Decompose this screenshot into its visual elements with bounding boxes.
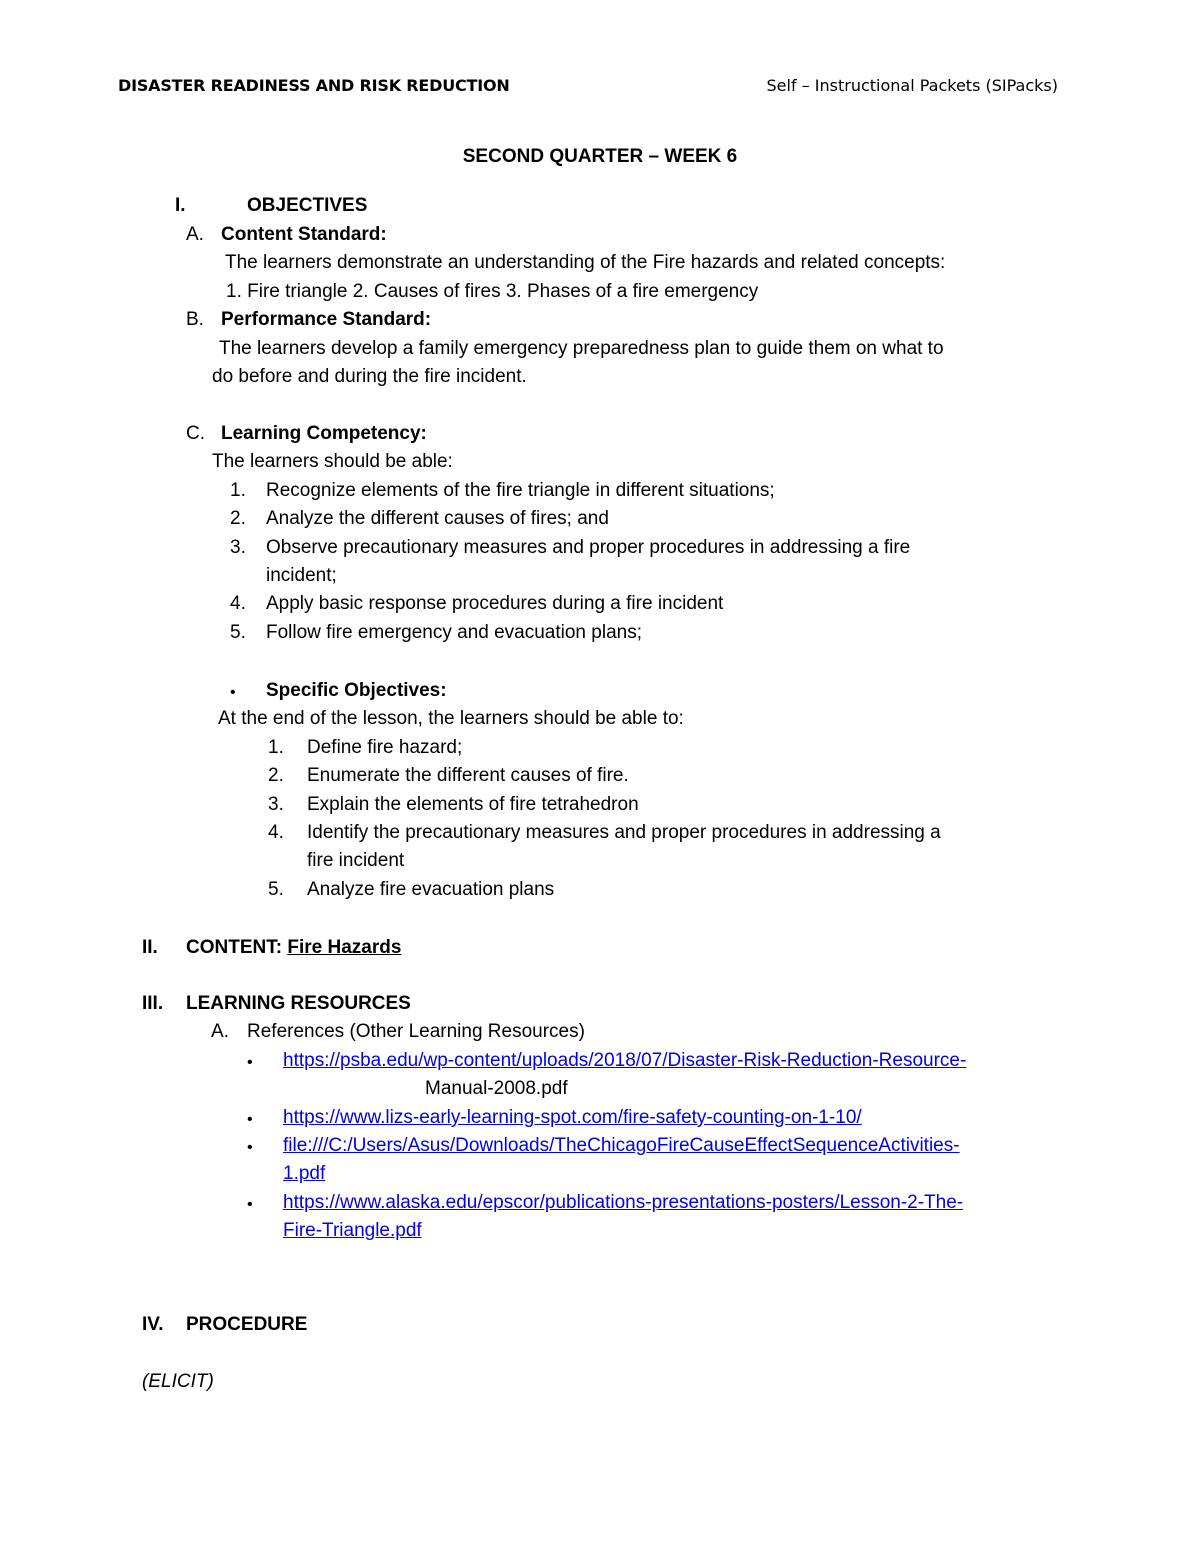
bullet-icon: • — [247, 1196, 253, 1213]
learning-competency-label: Learning Competency: — [221, 423, 427, 444]
competency-item-text: Apply basic response procedures during a fire incident — [266, 593, 724, 614]
reference-link[interactable]: https://www.lizs-early-learning-spot.com/fire-safety-counting-on-1-10/ — [283, 1107, 862, 1128]
competency-item-text: Observe precautionary measures and proper procedures in addressing a fire — [266, 537, 911, 558]
reference-link-continued: Manual-2008.pdf — [425, 1078, 568, 1099]
section-ii-number: II. — [142, 937, 158, 958]
objective-item-number: 4. — [268, 822, 284, 843]
objective-item-number: 5. — [268, 879, 284, 900]
competency-item-number: 5. — [230, 622, 246, 643]
learning-competency-letter: C. — [186, 423, 205, 444]
objective-item-number: 2. — [268, 765, 284, 786]
section-ii-label — [186, 937, 401, 959]
reference-link-continued[interactable]: Fire-Triangle.pdf — [283, 1220, 422, 1241]
content-standard-text-2: 1. Fire triangle 2. Causes of fires 3. Phases of a fire emergency — [226, 281, 759, 302]
reference-link[interactable]: file:///C:/Users/Asus/Downloads/TheChicagoFireCauseEffectSequenceActivities- — [283, 1135, 960, 1156]
performance-standard-label: Performance Standard: — [221, 309, 432, 330]
reference-link[interactable]: https://psba.edu/wp-content/uploads/2018/07/Disaster-Risk-Reduction-Resource- — [283, 1050, 967, 1071]
document-header-subtitle: Self – Instructional Packets (SIPacks) — [766, 76, 1058, 95]
bullet-icon: • — [247, 1139, 253, 1156]
section-iv-number: IV. — [142, 1314, 164, 1335]
content-label: CONTENT: — [186, 937, 283, 958]
objective-item-text: Identify the precautionary measures and proper procedures in addressing a — [307, 822, 941, 843]
competency-item-number: 1. — [230, 480, 246, 501]
performance-standard-text-2: do before and during the fire incident. — [212, 366, 527, 387]
section-iii-label: LEARNING RESOURCES — [186, 993, 411, 1014]
document-header-title: DISASTER READINESS AND RISK REDUCTION — [118, 76, 510, 95]
section-iv-label: PROCEDURE — [186, 1314, 308, 1335]
competency-item-number: 2. — [230, 508, 246, 529]
page-title: SECOND QUARTER – WEEK 6 — [462, 146, 738, 167]
references-label: References (Other Learning Resources) — [247, 1021, 585, 1042]
section-i-label: OBJECTIVES — [247, 195, 368, 216]
objective-item-text: Explain the elements of fire tetrahedron — [307, 794, 639, 815]
objective-item-text: Enumerate the different causes of fire. — [307, 765, 629, 786]
objective-item-number: 1. — [268, 737, 284, 758]
bullet-icon: • — [247, 1054, 253, 1071]
performance-standard-text-1: The learners develop a family emergency preparedness plan to guide them on what to — [219, 338, 944, 359]
competency-item-text: Analyze the different causes of fires; and — [266, 508, 609, 529]
objective-item-number: 3. — [268, 794, 284, 815]
specific-objectives-intro: At the end of the lesson, the learners should be able to: — [218, 708, 684, 729]
section-iii-number: III. — [142, 993, 164, 1014]
competency-item-text: Follow fire emergency and evacuation plans; — [266, 622, 642, 643]
reference-link-continued[interactable]: 1.pdf — [283, 1163, 326, 1184]
competency-item-number: 3. — [230, 537, 246, 558]
learning-competency-intro: The learners should be able: — [212, 451, 453, 472]
bullet-icon: • — [247, 1111, 253, 1128]
objective-item-text: Define fire hazard; — [307, 737, 463, 758]
competency-item-number: 4. — [230, 593, 246, 614]
section-i-number: I. — [175, 195, 186, 216]
bullet-icon: • — [230, 684, 236, 701]
objective-item-text-continued: fire incident — [307, 850, 405, 871]
competency-item-text: Recognize elements of the fire triangle in different situations; — [266, 480, 775, 501]
objective-item-text: Analyze fire evacuation plans — [307, 879, 555, 900]
elicit-label: (ELICIT) — [142, 1371, 214, 1392]
content-standard-text-1: The learners demonstrate an understanding of the Fire hazards and related concepts: — [225, 252, 946, 273]
content-standard-letter: A. — [186, 224, 204, 245]
content-standard-label: Content Standard: — [221, 224, 387, 245]
reference-link[interactable]: https://www.alaska.edu/epscor/publications-presentations-posters/Lesson-2-The- — [283, 1192, 964, 1213]
references-letter: A. — [211, 1021, 229, 1042]
content-topic: Fire Hazards — [287, 937, 402, 958]
competency-item-text-continued: incident; — [266, 565, 337, 586]
performance-standard-letter: B. — [186, 309, 204, 330]
specific-objectives-label: Specific Objectives: — [266, 680, 447, 701]
